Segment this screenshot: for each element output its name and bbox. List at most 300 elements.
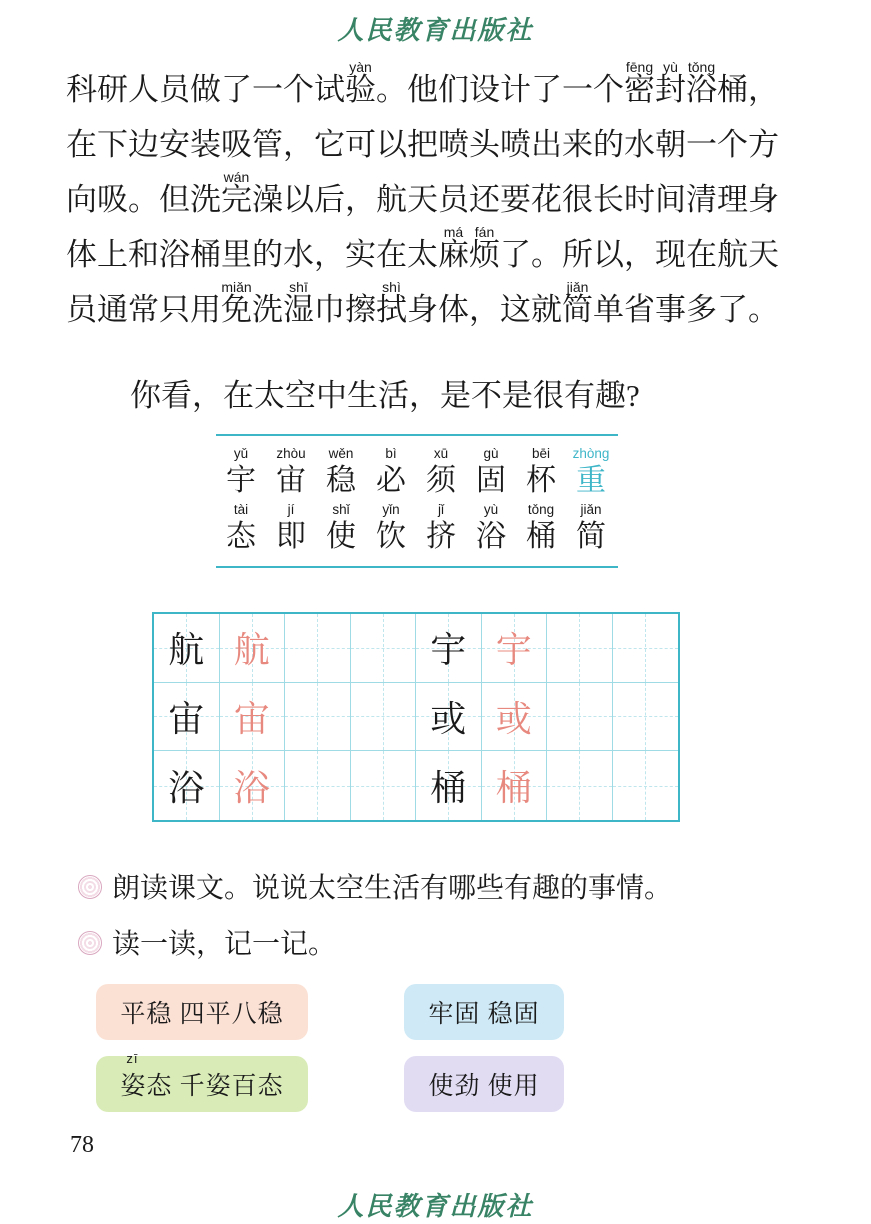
grid-guide-vertical — [383, 614, 384, 682]
hanzi: 头 — [469, 127, 500, 162]
new-word-cell — [566, 446, 616, 500]
hanzi: 只 — [159, 292, 190, 327]
hanzi: 来 — [562, 127, 593, 162]
hanzi: 计 — [500, 72, 531, 107]
hanzi: 桶 — [190, 237, 221, 272]
hanzi: 实 — [345, 237, 376, 272]
body-char — [221, 227, 252, 282]
page-number: 78 — [70, 1132, 94, 1158]
new-word-cell — [566, 502, 616, 556]
hanzi: 花 — [531, 182, 562, 217]
body-char — [407, 172, 438, 227]
body-char — [252, 227, 283, 282]
body-text — [66, 59, 779, 337]
body-char — [593, 227, 624, 282]
body-char — [376, 227, 407, 282]
hanzi: 很 — [562, 182, 593, 217]
grid-guide-horizontal — [613, 716, 679, 717]
text-line-2 — [66, 117, 779, 172]
body-char — [717, 227, 748, 282]
hanzi: 研 — [97, 72, 128, 107]
writing-grid-cell — [351, 751, 417, 820]
body-char — [252, 282, 283, 337]
body-char — [190, 172, 221, 227]
hanzi: 体 — [66, 237, 97, 272]
new-word-hanzi: 简 — [576, 520, 606, 553]
hanzi: 航 — [376, 182, 407, 217]
hanzi: 的 — [593, 127, 624, 162]
body-char — [252, 172, 283, 227]
writing-grid-hanzi: 航 — [168, 630, 205, 671]
hanzi: 桶 — [717, 72, 748, 107]
hanzi: 澡 — [252, 182, 283, 217]
hanzi: 了 — [221, 72, 252, 107]
body-char — [66, 172, 97, 227]
hanzi: 麻 — [438, 237, 469, 272]
exercise-item-1 — [78, 866, 672, 906]
hanzi: 向 — [66, 182, 97, 217]
writing-grid-cell — [285, 614, 351, 683]
hanzi: 吸 — [221, 127, 252, 162]
new-word-hanzi: 挤 — [426, 520, 456, 553]
pinyin-annotation: wán — [223, 169, 250, 185]
hanzi: 一 — [562, 72, 593, 107]
body-char — [531, 62, 562, 117]
body-char — [655, 282, 686, 337]
pinyin-annotation: tǒng — [687, 59, 716, 75]
body-char — [345, 172, 376, 227]
hanzi: 员 — [438, 182, 469, 217]
new-word-pinyin: jiǎn — [580, 502, 602, 517]
hanzi: 管 — [252, 127, 283, 162]
hanzi: 把 — [407, 127, 438, 162]
grid-guide-horizontal — [285, 648, 350, 649]
hanzi: ， — [345, 182, 376, 217]
body-char — [593, 62, 624, 117]
hanzi: 航 — [717, 237, 748, 272]
hanzi: 洗 — [190, 182, 221, 217]
new-word-pinyin: bì — [385, 446, 397, 461]
phrase-chip-2 — [404, 984, 564, 1040]
phrase-chip-1 — [96, 984, 308, 1040]
new-word-cell — [466, 502, 516, 556]
body-char — [128, 172, 159, 227]
body-char — [190, 282, 221, 337]
new-word-pinyin: yǔ — [233, 446, 249, 461]
body-char — [345, 282, 376, 337]
hanzi: 个 — [283, 72, 314, 107]
body-char — [624, 227, 655, 282]
hanzi: 免 — [221, 292, 252, 327]
new-word-hanzi: 须 — [426, 464, 456, 497]
new-word-hanzi: 必 — [376, 464, 406, 497]
new-words-row-2 — [216, 502, 618, 556]
body-char — [469, 117, 500, 172]
hanzi: 但 — [159, 182, 190, 217]
writing-grid-hanzi: 宙 — [233, 698, 270, 739]
body-char — [314, 117, 345, 172]
hanzi: 吸 — [97, 182, 128, 217]
hanzi: 设 — [469, 72, 500, 107]
grid-guide-vertical — [383, 751, 384, 820]
writing-grid-hanzi: 宇 — [495, 630, 532, 671]
hanzi: 这 — [500, 292, 531, 327]
new-word-cell — [516, 502, 566, 556]
body-char — [66, 282, 97, 337]
hanzi: 们 — [438, 72, 469, 107]
pinyin-annotation: shì — [382, 279, 401, 295]
body-char — [407, 282, 438, 337]
new-word-pinyin: tǒng — [527, 502, 555, 517]
hanzi: 一 — [252, 72, 283, 107]
hanzi: 下 — [97, 127, 128, 162]
body-char — [221, 279, 252, 337]
new-words-box — [216, 434, 618, 568]
body-char — [562, 172, 593, 227]
pinyin-annotation: má — [443, 224, 464, 240]
grid-guide-vertical — [579, 614, 580, 682]
body-char — [624, 117, 655, 172]
body-char — [438, 172, 469, 227]
publisher-watermark-top: 人民教育出版社 — [337, 16, 534, 45]
new-word-cell — [466, 446, 516, 500]
hanzi: 上 — [97, 237, 128, 272]
new-word-pinyin: jǐ — [438, 502, 444, 517]
hanzi: 和 — [128, 237, 159, 272]
writing-grid-cell — [220, 683, 286, 752]
writing-grid-cell — [482, 614, 548, 683]
body-char — [283, 117, 314, 172]
body-char — [624, 172, 655, 227]
new-word-pinyin: yù — [483, 502, 499, 517]
body-char — [748, 227, 779, 282]
hanzi: 以 — [283, 182, 314, 217]
body-char — [748, 117, 779, 172]
body-char — [128, 62, 159, 117]
new-word-cell — [266, 502, 316, 556]
hanzi: 出 — [531, 127, 562, 162]
phrase-chip-1-text: 平稳 四平八稳 — [120, 1001, 284, 1028]
new-word-cell — [316, 502, 366, 556]
hanzi: ， — [469, 292, 500, 327]
body-char — [624, 282, 655, 337]
body-char — [500, 282, 531, 337]
writing-grid-cell — [285, 683, 351, 752]
writing-grid-cell — [547, 683, 613, 752]
grid-guide-vertical — [579, 751, 580, 820]
hanzi: 所 — [562, 237, 593, 272]
writing-grid-cell — [482, 683, 548, 752]
body-char — [655, 172, 686, 227]
body-char — [500, 172, 531, 227]
hanzi: 。 — [376, 72, 407, 107]
body-char — [655, 117, 686, 172]
body-char — [159, 62, 190, 117]
new-word-cell — [216, 446, 266, 500]
writing-grid-cell — [416, 614, 482, 683]
hanzi: 身 — [748, 182, 779, 217]
text-line-5 — [66, 279, 779, 337]
body-char — [128, 282, 159, 337]
body-char — [190, 62, 221, 117]
body-char — [717, 282, 748, 337]
hanzi: 天 — [748, 237, 779, 272]
body-char — [252, 117, 283, 172]
body-char — [314, 62, 345, 117]
new-word-cell — [516, 446, 566, 500]
hanzi: 拭 — [376, 292, 407, 327]
hanzi: 方 — [748, 127, 779, 162]
hanzi: 它 — [314, 127, 345, 162]
text-line-1 — [66, 59, 779, 117]
phrase-chip-3 — [96, 1051, 308, 1112]
hanzi: 常 — [128, 292, 159, 327]
writing-grid-hanzi: 或 — [430, 698, 467, 739]
hanzi: 了 — [531, 72, 562, 107]
body-char — [283, 62, 314, 117]
writing-grid-cell — [154, 683, 220, 752]
hanzi: 完 — [221, 182, 252, 217]
grid-guide-vertical — [579, 683, 580, 751]
body-char — [159, 227, 190, 282]
pinyin-annotation: shī — [289, 279, 308, 295]
phrase-chip-2-text: 牢固 稳固 — [428, 1001, 540, 1028]
new-word-pinyin: zhòu — [276, 446, 306, 461]
body-char — [283, 227, 314, 282]
exercise-2-text: 读一读，记一记。 — [112, 929, 337, 960]
writing-grid-cell — [613, 614, 679, 683]
body-char — [345, 59, 376, 117]
new-word-cell — [366, 446, 416, 500]
writing-grid-hanzi: 航 — [233, 630, 270, 671]
grid-guide-horizontal — [547, 648, 612, 649]
new-word-hanzi: 使 — [326, 520, 356, 553]
pinyin-annotation: yù — [663, 59, 678, 75]
body-char — [562, 117, 593, 172]
phrase-chip-4 — [404, 1056, 564, 1112]
hanzi: 了 — [500, 237, 531, 272]
new-word-hanzi: 杯 — [526, 464, 556, 497]
body-char — [128, 227, 159, 282]
writing-grid-cell — [416, 683, 482, 752]
hanzi: 用 — [190, 292, 221, 327]
new-word-hanzi: 稳 — [326, 464, 356, 497]
writing-grid-cell — [416, 751, 482, 820]
body-char — [562, 227, 593, 282]
body-char — [748, 282, 779, 337]
grid-guide-vertical — [317, 751, 318, 820]
grid-guide-horizontal — [613, 786, 679, 787]
new-word-pinyin: gù — [483, 446, 499, 461]
writing-grid-cell — [154, 751, 220, 820]
hanzi: ， — [624, 237, 655, 272]
hanzi: 边 — [128, 127, 159, 162]
grid-guide-horizontal — [285, 716, 350, 717]
hanzi: 做 — [190, 72, 221, 107]
new-word-pinyin: bēi — [531, 446, 550, 461]
body-char — [376, 62, 407, 117]
body-char — [593, 172, 624, 227]
hanzi: 擦 — [345, 292, 376, 327]
grid-guide-horizontal — [285, 786, 350, 787]
writing-grid-cell — [220, 614, 286, 683]
new-word-hanzi: 宇 — [226, 464, 256, 497]
hanzi: 体 — [438, 292, 469, 327]
grid-guide-vertical — [383, 683, 384, 751]
body-char — [345, 227, 376, 282]
new-word-cell — [416, 502, 466, 556]
grid-guide-vertical — [645, 751, 646, 820]
hanzi: 天 — [407, 182, 438, 217]
text-line-4 — [66, 224, 779, 282]
hanzi: 在 — [686, 237, 717, 272]
body-char — [500, 117, 531, 172]
hanzi: 湿 — [283, 292, 314, 327]
grid-guide-horizontal — [351, 648, 416, 649]
hanzi: 安 — [159, 127, 190, 162]
character-writing-grid — [152, 612, 680, 822]
body-char — [717, 62, 748, 117]
new-word-pinyin: wěn — [328, 446, 354, 461]
hanzi: 人 — [128, 72, 159, 107]
hanzi: 员 — [66, 292, 97, 327]
hanzi: 烦 — [469, 237, 500, 272]
writing-grid-hanzi: 桶 — [430, 768, 467, 809]
writing-grid-hanzi: 宇 — [430, 630, 467, 671]
body-char — [748, 62, 779, 117]
hanzi: 验 — [345, 72, 376, 107]
new-word-pinyin: xū — [433, 446, 449, 461]
new-word-pinyin: jí — [287, 502, 295, 517]
body-char — [128, 117, 159, 172]
flower-bullet-icon — [78, 931, 102, 955]
grid-guide-horizontal — [547, 786, 612, 787]
hanzi: 了 — [717, 292, 748, 327]
body-char — [686, 172, 717, 227]
hanzi: 多 — [686, 292, 717, 327]
body-char — [655, 227, 686, 282]
writing-grid-cell — [351, 614, 417, 683]
hanzi: 。 — [128, 182, 159, 217]
body-char — [562, 62, 593, 117]
hanzi: 身 — [407, 292, 438, 327]
body-char — [469, 62, 500, 117]
publisher-watermark-bottom: 人民教育出版社 — [337, 1192, 534, 1221]
body-char — [500, 62, 531, 117]
writing-grid-cell — [285, 751, 351, 820]
body-char — [66, 62, 97, 117]
body-char — [97, 282, 128, 337]
new-word-hanzi: 桶 — [526, 520, 556, 553]
hanzi: 单 — [593, 292, 624, 327]
grid-guide-vertical — [317, 683, 318, 751]
body-char — [66, 227, 97, 282]
new-word-cell — [216, 502, 266, 556]
body-char — [221, 62, 252, 117]
hanzi: 个 — [593, 72, 624, 107]
pinyin-annotation: jiǎn — [566, 279, 589, 295]
new-word-pinyin: zhòng — [572, 446, 610, 461]
body-char — [66, 117, 97, 172]
writing-grid-cell — [351, 683, 417, 752]
writing-grid-cell — [613, 683, 679, 752]
hanzi: 太 — [407, 237, 438, 272]
hanzi: 。 — [531, 237, 562, 272]
writing-grid-hanzi: 或 — [495, 698, 532, 739]
body-char — [562, 279, 593, 337]
hanzi: 水 — [283, 237, 314, 272]
hanzi: 里 — [221, 237, 252, 272]
hanzi: 浴 — [686, 72, 717, 107]
grid-guide-vertical — [645, 683, 646, 751]
writing-grid-hanzi: 宙 — [168, 698, 205, 739]
hanzi: 间 — [655, 182, 686, 217]
body-char — [97, 227, 128, 282]
body-char — [686, 227, 717, 282]
hanzi: 朝 — [655, 127, 686, 162]
hanzi: 时 — [624, 182, 655, 217]
body-char — [159, 282, 190, 337]
exercise-1-text: 朗读课文。说说太空生活有哪些有趣的事情。 — [112, 873, 673, 904]
body-char — [531, 117, 562, 172]
hanzi: 要 — [500, 182, 531, 217]
pinyin-annotation: miǎn — [221, 279, 252, 295]
pinyin-annotation: yàn — [349, 59, 372, 75]
body-char — [252, 62, 283, 117]
body-char — [748, 172, 779, 227]
body-char — [221, 117, 252, 172]
writing-grid-cell — [547, 751, 613, 820]
new-word-pinyin: tài — [233, 502, 249, 517]
hanzi: 理 — [717, 182, 748, 217]
hanzi: 科 — [66, 72, 97, 107]
body-char — [407, 62, 438, 117]
grid-guide-horizontal — [547, 716, 612, 717]
body-char — [314, 227, 345, 282]
new-word-hanzi: 固 — [476, 464, 506, 497]
hanzi: ， — [314, 237, 345, 272]
body-char — [686, 282, 717, 337]
hanzi: 可 — [345, 127, 376, 162]
new-word-hanzi: 态 — [226, 520, 256, 553]
body-char — [97, 172, 128, 227]
body-char — [593, 117, 624, 172]
body-char — [283, 172, 314, 227]
body-char — [438, 117, 469, 172]
hanzi: 封 — [655, 72, 686, 107]
new-word-cell — [316, 446, 366, 500]
hanzi: 巾 — [314, 292, 345, 327]
body-char — [438, 224, 469, 282]
hanzi: 一 — [686, 127, 717, 162]
new-word-hanzi: 宙 — [276, 464, 306, 497]
body-char — [376, 172, 407, 227]
new-word-cell — [266, 446, 316, 500]
phrase-chip-4-text: 使劲 使用 — [428, 1073, 540, 1100]
writing-grid-cell — [482, 751, 548, 820]
body-char — [97, 117, 128, 172]
body-char — [717, 117, 748, 172]
hanzi: 在 — [376, 237, 407, 272]
body-char — [407, 117, 438, 172]
hanzi: 。 — [748, 292, 779, 327]
body-char — [438, 62, 469, 117]
grid-guide-vertical — [645, 614, 646, 682]
body-char — [345, 117, 376, 172]
body-char — [221, 169, 252, 227]
new-word-pinyin: yǐn — [382, 502, 400, 517]
hanzi: 员 — [159, 72, 190, 107]
